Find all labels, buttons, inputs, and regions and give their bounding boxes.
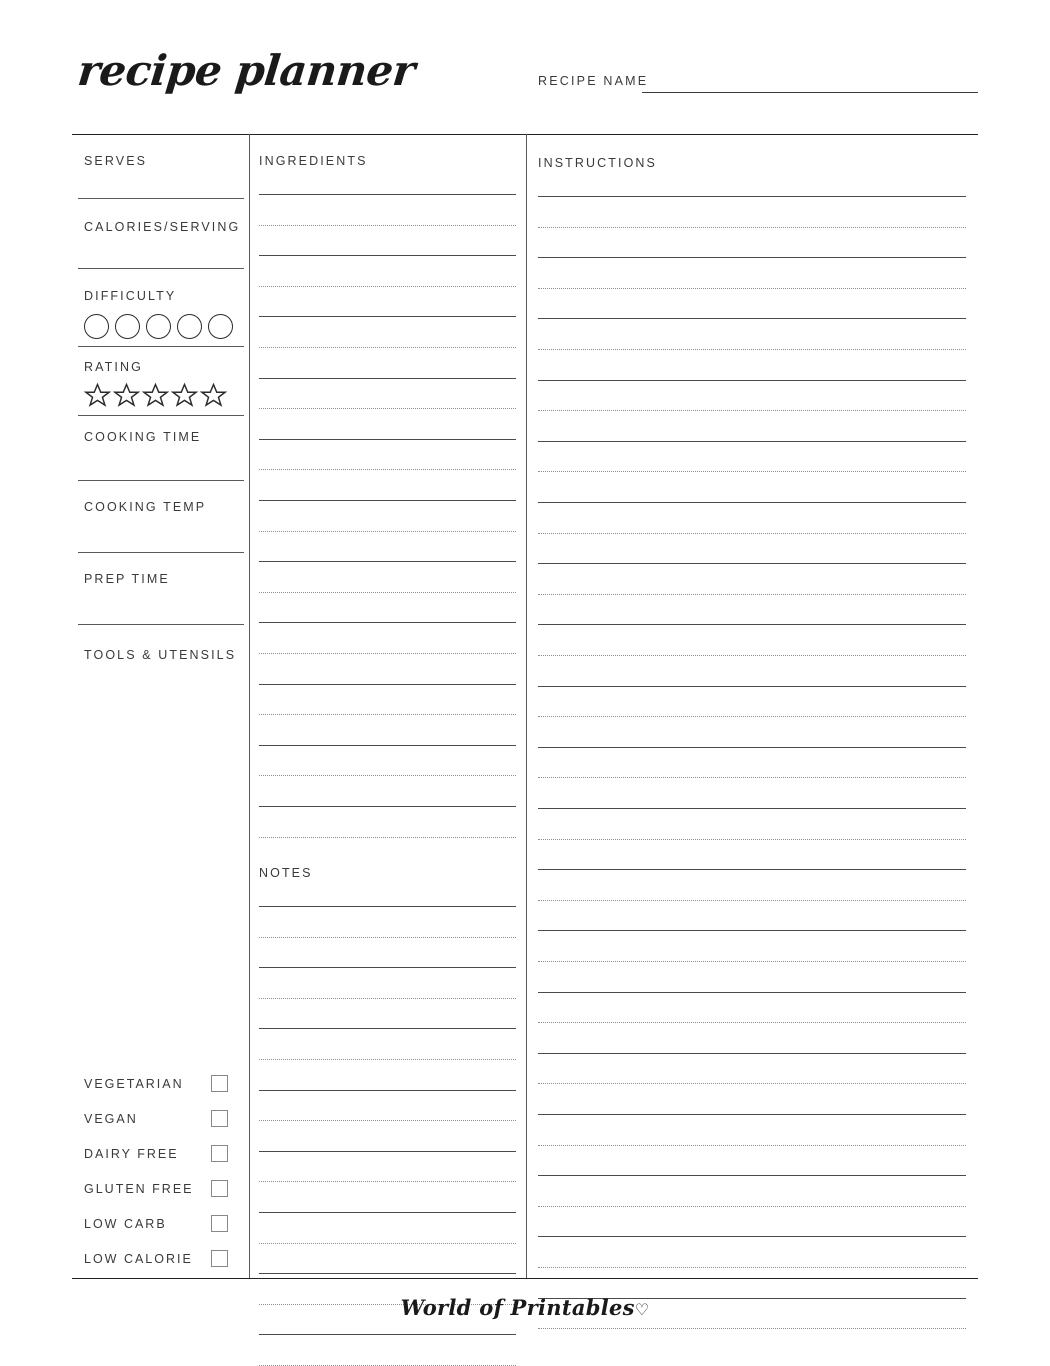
- instruction-line-12[interactable]: [538, 533, 966, 534]
- diet-option-label: DAIRY FREE: [84, 1147, 179, 1161]
- notes-line-13[interactable]: [259, 1273, 516, 1274]
- instruction-line-18[interactable]: [538, 716, 966, 717]
- ingredient-line-8[interactable]: [259, 408, 516, 409]
- ingredient-line-4[interactable]: [259, 286, 516, 287]
- ingredient-line-2[interactable]: [259, 225, 516, 226]
- rating-star-4[interactable]: [171, 382, 198, 409]
- diet-option-vegetarian[interactable]: [78, 1074, 244, 1096]
- input-prep-time[interactable]: [78, 624, 244, 625]
- ingredient-line-10[interactable]: [259, 469, 516, 470]
- instruction-line-11[interactable]: [538, 502, 966, 503]
- footer-divider: [72, 1278, 978, 1279]
- instruction-line-31[interactable]: [538, 1114, 966, 1115]
- notes-line-1[interactable]: [259, 906, 516, 907]
- recipe-name-label: RECIPE NAME: [538, 74, 649, 88]
- page-header: [72, 48, 978, 126]
- instruction-line-23[interactable]: [538, 869, 966, 870]
- diet-option-low-calorie[interactable]: [78, 1249, 244, 1271]
- difficulty-circle-4[interactable]: [177, 314, 202, 339]
- rating-star-2[interactable]: [113, 382, 140, 409]
- ingredient-line-19[interactable]: [259, 745, 516, 746]
- ingredient-line-18[interactable]: [259, 714, 516, 715]
- instruction-line-5[interactable]: [538, 318, 966, 319]
- notes-heading: NOTES: [259, 866, 313, 880]
- diet-option-dairy-free[interactable]: [78, 1144, 244, 1166]
- notes-line-2[interactable]: [259, 937, 516, 938]
- instruction-line-33[interactable]: [538, 1175, 966, 1176]
- diet-option-gluten-free[interactable]: [78, 1179, 244, 1201]
- label-tools-utensils: TOOLS & UTENSILS: [84, 648, 237, 662]
- diet-option-label: VEGETARIAN: [84, 1077, 184, 1091]
- difficulty-selector[interactable]: [84, 314, 233, 339]
- instruction-line-15[interactable]: [538, 624, 966, 625]
- diet-option-vegan[interactable]: [78, 1109, 244, 1131]
- ingredient-line-15[interactable]: [259, 622, 516, 623]
- ingredient-line-16[interactable]: [259, 653, 516, 654]
- instruction-line-30[interactable]: [538, 1083, 966, 1084]
- ingredient-line-9[interactable]: [259, 439, 516, 440]
- ingredient-line-12[interactable]: [259, 531, 516, 532]
- instruction-line-36[interactable]: [538, 1267, 966, 1268]
- difficulty-circle-2[interactable]: [115, 314, 140, 339]
- instruction-line-19[interactable]: [538, 747, 966, 748]
- difficulty-circle-1[interactable]: [84, 314, 109, 339]
- checkbox-vegetarian[interactable]: [211, 1075, 228, 1092]
- instruction-line-14[interactable]: [538, 594, 966, 595]
- instruction-line-29[interactable]: [538, 1053, 966, 1054]
- instruction-line-21[interactable]: [538, 808, 966, 809]
- label-difficulty: DIFFICULTY: [84, 289, 177, 303]
- instruction-line-9[interactable]: [538, 441, 966, 442]
- difficulty-circle-3[interactable]: [146, 314, 171, 339]
- instruction-line-7[interactable]: [538, 380, 966, 381]
- ingredient-line-22[interactable]: [259, 837, 516, 838]
- ingredients-column: [249, 134, 526, 1278]
- notes-line-3[interactable]: [259, 967, 516, 968]
- label-cooking-time: COOKING TIME: [84, 430, 202, 444]
- instruction-line-3[interactable]: [538, 257, 966, 258]
- instruction-line-17[interactable]: [538, 686, 966, 687]
- instructions-heading: INSTRUCTIONS: [538, 156, 657, 170]
- instruction-line-32[interactable]: [538, 1145, 966, 1146]
- diet-option-label: GLUTEN FREE: [84, 1182, 194, 1196]
- heart-icon: ♡: [634, 1300, 650, 1319]
- rating-star-3[interactable]: [142, 382, 169, 409]
- notes-line-6[interactable]: [259, 1059, 516, 1060]
- instruction-line-34[interactable]: [538, 1206, 966, 1207]
- checkbox-low-calorie[interactable]: [211, 1250, 228, 1267]
- instruction-line-8[interactable]: [538, 410, 966, 411]
- notes-line-15[interactable]: [259, 1334, 516, 1335]
- diet-option-label: LOW CALORIE: [84, 1252, 193, 1266]
- instruction-line-22[interactable]: [538, 839, 966, 840]
- instruction-line-4[interactable]: [538, 288, 966, 289]
- instruction-line-10[interactable]: [538, 471, 966, 472]
- notes-line-11[interactable]: [259, 1212, 516, 1213]
- instruction-line-16[interactable]: [538, 655, 966, 656]
- ingredient-line-6[interactable]: [259, 347, 516, 348]
- details-column: [72, 134, 249, 1278]
- notes-line-4[interactable]: [259, 998, 516, 999]
- input-cooking-time[interactable]: [78, 480, 244, 481]
- ingredient-line-14[interactable]: [259, 592, 516, 593]
- footer-brand: [0, 1295, 1050, 1320]
- notes-line-10[interactable]: [259, 1181, 516, 1182]
- input-calories-serving[interactable]: [78, 268, 244, 269]
- instruction-line-2[interactable]: [538, 227, 966, 228]
- notes-line-7[interactable]: [259, 1090, 516, 1091]
- instruction-line-27[interactable]: [538, 992, 966, 993]
- diet-option-label: VEGAN: [84, 1112, 138, 1126]
- instruction-line-1[interactable]: [538, 196, 966, 197]
- label-calories-serving: CALORIES/SERVING: [84, 220, 241, 234]
- rating-star-5[interactable]: [200, 382, 227, 409]
- checkbox-low-carb[interactable]: [211, 1215, 228, 1232]
- ingredient-line-3[interactable]: [259, 255, 516, 256]
- recipe-name-input[interactable]: [642, 92, 978, 93]
- rating-star-1[interactable]: [84, 382, 111, 409]
- footer-brand-text: World of Printables: [400, 1295, 635, 1320]
- label-serves: SERVES: [84, 154, 148, 168]
- checkbox-vegan[interactable]: [211, 1110, 228, 1127]
- notes-line-5[interactable]: [259, 1028, 516, 1029]
- notes-line-9[interactable]: [259, 1151, 516, 1152]
- diet-option-low-carb[interactable]: [78, 1214, 244, 1236]
- ingredient-line-13[interactable]: [259, 561, 516, 562]
- ingredients-heading: INGREDIENTS: [259, 154, 368, 168]
- instruction-line-26[interactable]: [538, 961, 966, 962]
- rating-selector[interactable]: [84, 382, 227, 409]
- input-serves[interactable]: [78, 198, 244, 199]
- rating-underline: [78, 415, 244, 416]
- instruction-line-28[interactable]: [538, 1022, 966, 1023]
- label-prep-time: PREP TIME: [84, 572, 170, 586]
- ingredient-line-11[interactable]: [259, 500, 516, 501]
- instructions-column: [526, 134, 978, 1278]
- instruction-line-6[interactable]: [538, 349, 966, 350]
- diet-option-label: LOW CARB: [84, 1217, 167, 1231]
- label-cooking-temp: COOKING TEMP: [84, 500, 207, 514]
- ingredient-line-5[interactable]: [259, 316, 516, 317]
- ingredient-line-20[interactable]: [259, 775, 516, 776]
- checkbox-dairy-free[interactable]: [211, 1145, 228, 1162]
- instruction-line-38[interactable]: [538, 1328, 966, 1329]
- difficulty-circle-5[interactable]: [208, 314, 233, 339]
- notes-line-8[interactable]: [259, 1120, 516, 1121]
- difficulty-underline: [78, 346, 244, 347]
- instruction-line-35[interactable]: [538, 1236, 966, 1237]
- instruction-line-24[interactable]: [538, 900, 966, 901]
- instruction-line-20[interactable]: [538, 777, 966, 778]
- ingredient-line-21[interactable]: [259, 806, 516, 807]
- ingredient-line-17[interactable]: [259, 684, 516, 685]
- instruction-line-13[interactable]: [538, 563, 966, 564]
- ingredient-line-1[interactable]: [259, 194, 516, 195]
- ingredient-line-7[interactable]: [259, 378, 516, 379]
- label-rating: RATING: [84, 360, 143, 374]
- checkbox-gluten-free[interactable]: [211, 1180, 228, 1197]
- page-title: recipe planner: [75, 46, 418, 95]
- instruction-line-25[interactable]: [538, 930, 966, 931]
- input-cooking-temp[interactable]: [78, 552, 244, 553]
- notes-line-12[interactable]: [259, 1243, 516, 1244]
